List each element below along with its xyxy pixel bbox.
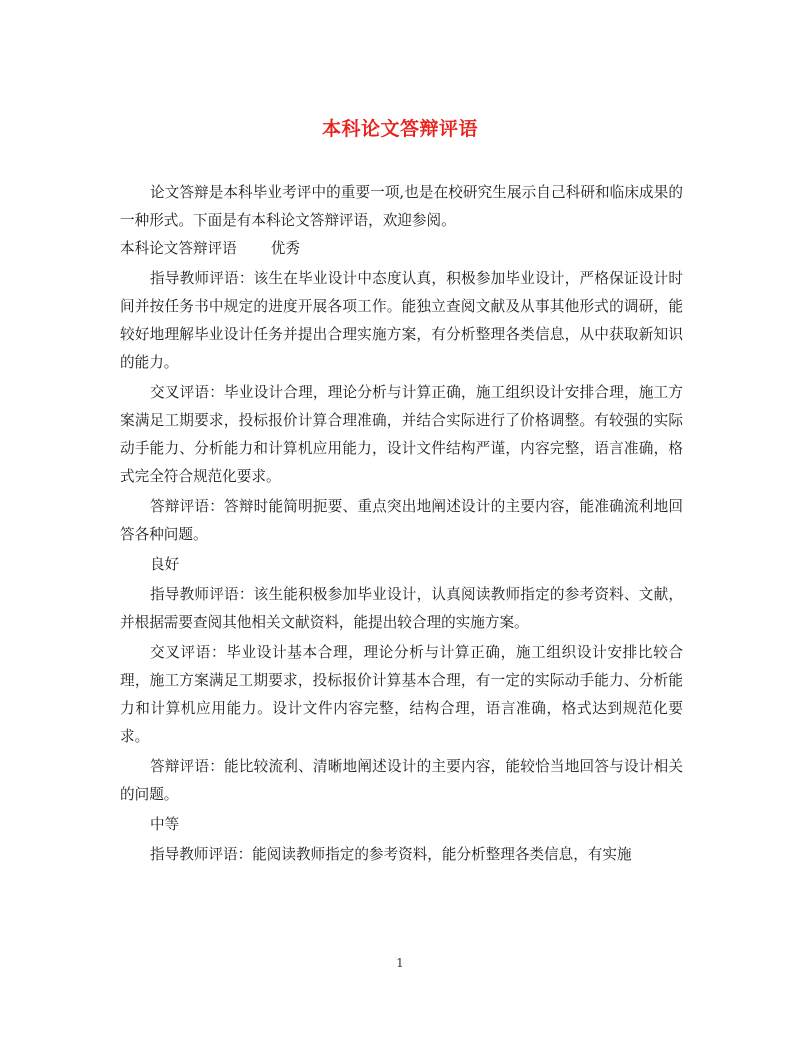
intro-paragraph: 论文答辩是本科毕业考评中的重要一项,也是在校研究生展示自己科研和临床成果的一种形式。下面是有本科论文答辩评语，欢迎参阅。 <box>120 184 683 229</box>
section-heading: 本科论文答辩评语 <box>120 240 237 257</box>
excellent-advisor-comment: 指导教师评语：该生在毕业设计中态度认真，积极参加毕业设计，严格保证设计时间并按任务书中规定的进度开展各项工作。能独立查阅文献及从事其他形式的调研，能较好地理解毕业设计任务并提出合理实施方案，有分析整理各类信息，从中获取新知识的能力。 <box>120 270 683 371</box>
good-defense-comment: 答辩评语：能比较流利、清晰地阐述设计的主要内容，能较恰当地回答与设计相关的问题。 <box>120 758 683 803</box>
grade-label-good: 良好 <box>150 556 180 573</box>
excellent-defense-comment: 答辩评语：答辩时能简明扼要、重点突出地阐述设计的主要内容，能准确流利地回答各种问题。 <box>120 498 683 543</box>
section-heading-line <box>120 235 683 263</box>
grade-label-excellent: 优秀 <box>270 240 300 257</box>
medium-advisor-comment: 指导教师评语：能阅读教师指定的参考资料，能分析整理各类信息，有实施 <box>150 846 632 863</box>
page-number: 1 <box>396 956 404 970</box>
excellent-cross-comment: 交叉评语：毕业设计合理，理论分析与计算正确，施工组织设计安排合理，施工方案满足工期要求，投标报价计算合理准确，并结合实际进行了价格调整。有较强的实际动手能力、分析能力和计算机应用能力，设计文件结构严谨，内容完整，语言准确，格式完全符合规范化要求。 <box>120 384 683 485</box>
good-advisor-comment: 指导教师评语：该生能积极参加毕业设计，认真阅读教师指定的参考资料、文献，并根据需要查阅其他相关文献资料，能提出较合理的实施方案。 <box>120 586 683 631</box>
document-title: 本科论文答辩评语 <box>321 118 478 140</box>
grade-label-medium: 中等 <box>150 816 180 833</box>
good-cross-comment: 交叉评语：毕业设计基本合理，理论分析与计算正确，施工组织设计安排比较合理，施工方案满足工期要求，投标报价计算基本合理，有一定的实际动手能力、分析能力和计算机应用能力。设计文件内容完整，结构合理，语言准确，格式达到规范化要求。 <box>120 644 683 745</box>
document-body <box>120 179 683 869</box>
